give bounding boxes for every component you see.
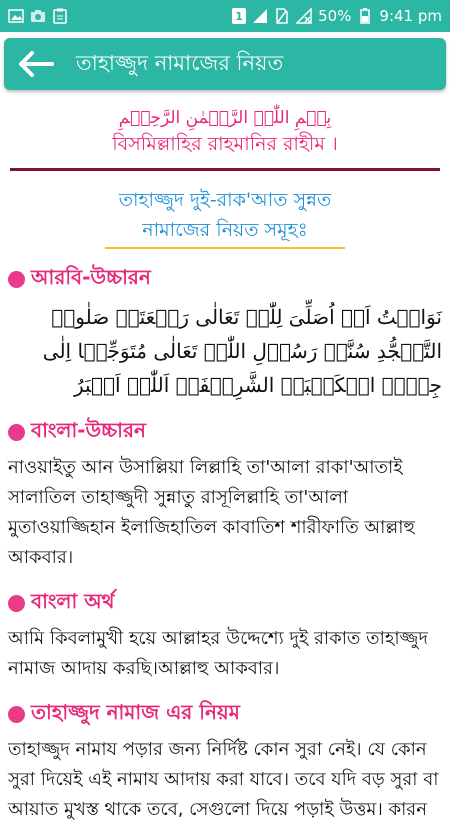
section-title <box>8 416 442 449</box>
heading-line-2: নামাজের নিয়ত সমূহঃ <box>142 219 308 241</box>
back-button[interactable] <box>4 38 68 90</box>
bismillah-arabic: بِسۡمِ اللّٰہِ الرَّحۡمٰنِ الرَّحِیۡمِ <box>118 108 332 128</box>
bullet-dot-icon <box>8 595 25 612</box>
app-bar <box>4 38 446 90</box>
bullet-dot-icon <box>8 271 25 288</box>
divider <box>10 168 440 171</box>
bullet-dot-icon <box>8 706 25 723</box>
status-bar <box>0 0 450 32</box>
section-bangla-pronunciation <box>8 416 442 573</box>
section-rules <box>8 698 442 825</box>
bangla-meaning-text: আমি কিবলামুখী হয়ে আল্লাহর উদ্দেশ্যে দুই রাকাত তাহাজ্জুদ নামাজ আদায় করছি।আল্লাহু আকবার। <box>8 628 428 679</box>
signal-off-icon <box>296 8 312 24</box>
camera-icon <box>30 8 46 24</box>
section-label: আরবি-উচ্চারন <box>31 265 151 289</box>
section-label: বাংলা-উচ্চারন <box>31 418 146 442</box>
no-sim-icon <box>274 8 290 24</box>
battery-icon <box>357 8 373 24</box>
gallery-icon <box>8 8 24 24</box>
section-bangla-meaning <box>8 587 442 684</box>
back-arrow-icon <box>16 49 56 79</box>
section-arabic-pronunciation <box>8 263 442 402</box>
heading-line-1: তাহাজ্জুদ দুই-রাক'আত সুন্নত <box>118 189 332 211</box>
content-scroll[interactable] <box>0 108 450 825</box>
clipboard-icon <box>52 8 68 24</box>
battery-percent: 50% <box>318 7 352 25</box>
clock: 9:41 pm <box>379 7 442 25</box>
bismillah-block <box>8 108 442 162</box>
signal-icon <box>252 8 268 24</box>
section-title <box>8 587 442 620</box>
sim-indicator: 1 <box>232 8 246 24</box>
page-title: তাহাজ্জুদ নামাজের নিয়ত <box>76 50 284 75</box>
section-title <box>8 263 442 296</box>
arabic-niyat-text: نَوَایۡتُ اَنۡ اُصَلِّیَ لِلّٰہِ تَعَالٰی رَکۡعَتَیۡ صَلٰوۃِ التَّہَجُّدِ سُنَّۃُ رَسُوۡلِ اللّٰہِ تَعَالٰی مُتَوَجِّہًا اِلٰی جِہَۃِ الۡکَعۡبَۃِ الشَّرِیۡفَۃِ اَللّٰہُ اَکۡبَرُ <box>42 305 442 397</box>
bismillah-bengali: বিসমিল্লাহির রাহমানির রাহীম । <box>112 133 338 155</box>
section-label: বাংলা অর্থ <box>31 589 115 613</box>
bangla-pronunciation-text: নাওয়াইতু আন উসাল্লিয়া লিল্লাহি তা'আলা রাকা'আতাই সালাতিল তাহাজ্জুদী সুন্নাতু রাসূলিল্লাহি তা'আলা মুতাওয়াজ্জিহান ইলাজিহাতিল কাবাতিশ শারীফাতি আল্লাহু আকবার। <box>8 457 415 568</box>
status-bar-left <box>8 8 68 24</box>
status-bar-right <box>232 7 442 25</box>
section-title <box>8 698 442 731</box>
bullet-dot-icon <box>8 424 25 441</box>
niyat-heading <box>8 185 442 249</box>
rules-text: তাহাজ্জুদ নামায পড়ার জন্য নির্দিষ্ট কোন সুরা নেই। যে কোন সুরা দিয়েই এই নামায আদায় করা যাবে। তবে যদি বড় সুরা বা আয়াত মুখস্ত থাকে তবে, সেগুলো দিয়ে পড়াই উত্তম। কারন <box>8 739 439 820</box>
section-label: তাহাজ্জুদ নামাজ এর নিয়ম <box>31 700 240 724</box>
heading-underline <box>105 247 345 249</box>
